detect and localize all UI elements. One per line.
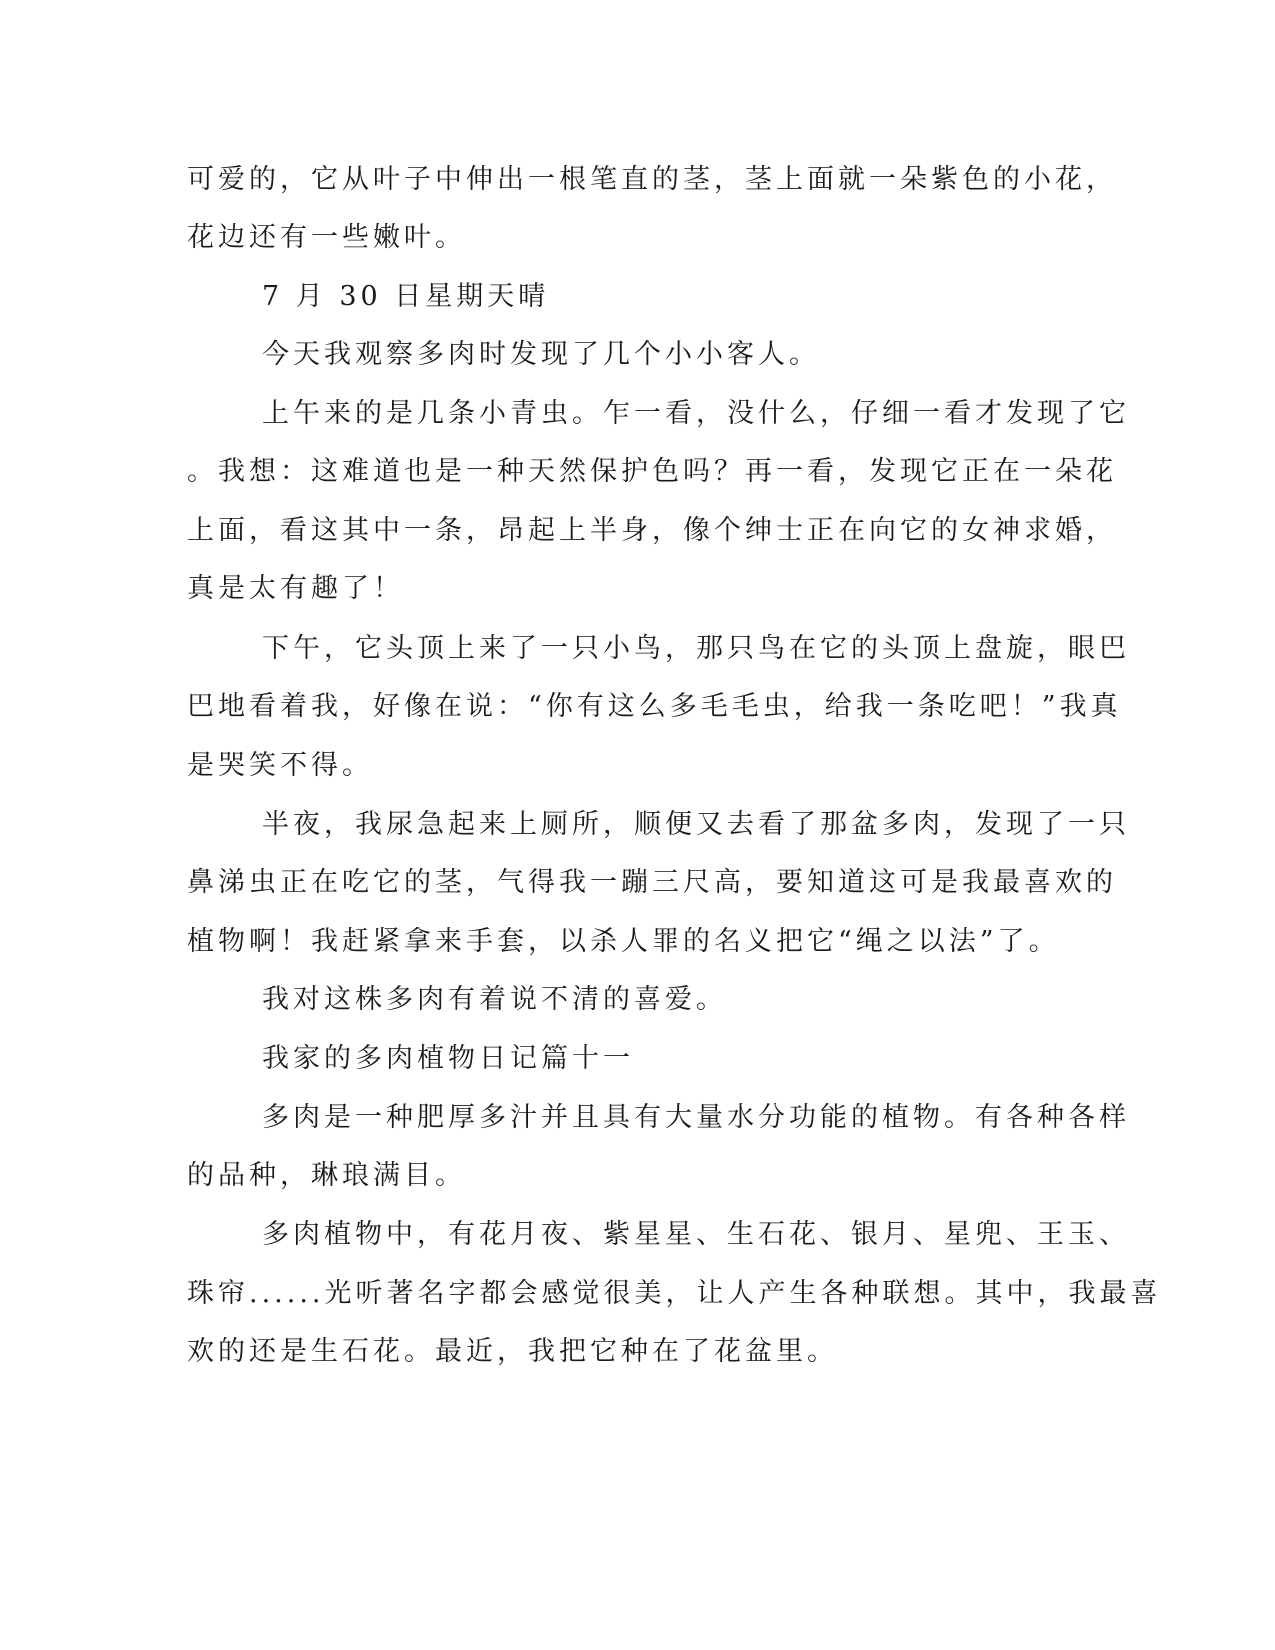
text-line: 下午，它头顶上来了一只小鸟，那只鸟在它的头顶上盘旋，眼巴 [262,633,1130,664]
text-line: 的品种，琳琅满目。 [187,1160,466,1191]
text-line: 。我想：这难道也是一种天然保护色吗？再一看，发现它正在一朵花 [187,456,1117,487]
text-line: 多肉植物中，有花月夜、紫星星、生石花、银月、星兜、王玉、 [262,1219,1130,1250]
text-line: 植物啊！我赶紧拿来手套，以杀人罪的名义把它“绳之以法”了。 [187,926,1060,957]
text-line: 欢的还是生石花。最近，我把它种在了花盆里。 [187,1336,838,1367]
text-line: 上午来的是几条小青虫。乍一看，没什么，仔细一看才发现了它 [262,398,1130,429]
text-line: 我对这株多肉有着说不清的喜爱。 [262,984,727,1015]
text-line: 珠帘......光听著名字都会感觉很美，让人产生各种联想。其中，我最喜 [187,1278,1162,1309]
text-line: 真是太有趣了！ [187,573,404,604]
text-line: 是哭笑不得。 [187,750,373,781]
text-line: 花边还有一些嫩叶。 [187,222,466,253]
text-line: 巴地看着我，好像在说：“你有这么多毛毛虫，给我一条吃吧！”我真 [187,691,1122,722]
text-line: 可爱的，它从叶子中伸出一根笔直的茎，茎上面就一朵紫色的小花， [187,164,1117,195]
text-line: 今天我观察多肉时发现了几个小小客人。 [262,339,820,370]
text-line: 多肉是一种肥厚多汁并且具有大量水分功能的植物。有各种各样 [262,1102,1130,1133]
text-line: 上面，看这其中一条，昂起上半身，像个绅士正在向它的女神求婚， [187,515,1117,546]
text-line: 鼻涕虫正在吃它的茎，气得我一蹦三尺高，要知道这可是我最喜欢的 [187,867,1117,898]
section-heading: 我家的多肉植物日记篇十一 [262,1043,634,1074]
entry-date-heading: 7 月 30 日星期天晴 [262,281,550,312]
text-line: 半夜，我尿急起来上厕所，顺便又去看了那盆多肉，发现了一只 [262,809,1130,840]
